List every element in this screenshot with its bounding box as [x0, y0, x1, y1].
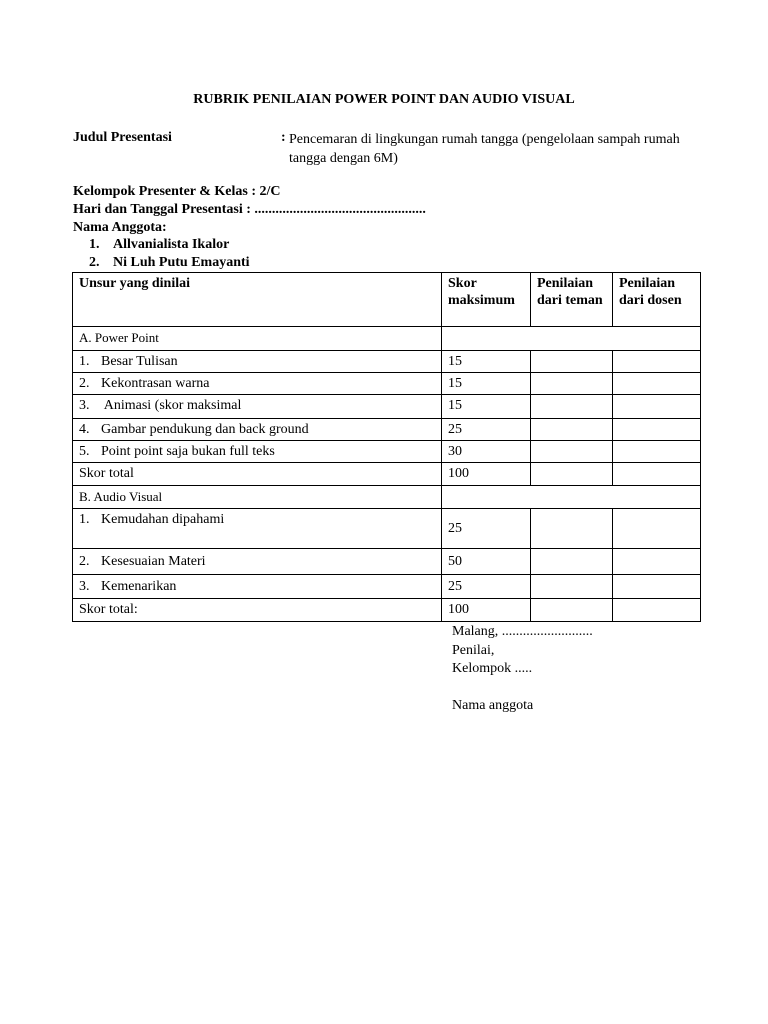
teman-cell [531, 395, 613, 419]
signature-penilai: Penilai, [452, 643, 495, 658]
member-item [89, 255, 250, 271]
document-title: RUBRIK PENILAIAN POWER POINT DAN AUDIO VISUAL [193, 92, 575, 107]
header-penilaian-dosen: Penilaian dari dosen [613, 273, 701, 327]
score-cell: 15 [442, 351, 531, 373]
signature-place: Malang, .......................... [452, 624, 593, 639]
section-a-label: A. Power Point [73, 327, 442, 351]
score-cell: 15 [442, 373, 531, 395]
dosen-cell [613, 463, 701, 486]
score-cell: 25 [442, 575, 531, 599]
criterion-label: Point point saja bukan full teks [101, 444, 275, 459]
criterion-index: 1. [79, 512, 90, 527]
section-row [73, 486, 701, 509]
criterion-index: 4. [79, 422, 90, 437]
criterion-index: 5. [79, 444, 90, 459]
member-name: Allvanialista Ikalor [113, 237, 230, 252]
table-row [73, 395, 701, 419]
criterion-label: Kesesuaian Materi [101, 554, 206, 569]
teman-cell [531, 419, 613, 441]
dosen-cell [613, 509, 701, 549]
judul-label: Judul Presentasi [73, 130, 172, 145]
total-row [73, 599, 701, 622]
signature-nama: Nama anggota [452, 698, 534, 713]
dosen-cell [613, 549, 701, 575]
rubric-table [72, 272, 701, 622]
total-label: Skor total: [73, 599, 442, 622]
criterion-label: Kemenarikan [101, 579, 177, 594]
criterion-label: Besar Tulisan [101, 354, 178, 369]
teman-cell [531, 463, 613, 486]
teman-cell [531, 441, 613, 463]
table-row [73, 373, 701, 395]
table-row [73, 419, 701, 441]
criterion-label: Gambar pendukung dan back ground [101, 422, 309, 437]
teman-cell [531, 373, 613, 395]
judul-separator: : [281, 130, 286, 145]
total-score: 100 [442, 463, 531, 486]
score-cell: 15 [442, 395, 531, 419]
table-row [73, 549, 701, 575]
criterion-cell [73, 373, 442, 395]
teman-cell [531, 509, 613, 549]
criterion-cell [73, 419, 442, 441]
empty-cell [442, 486, 701, 509]
member-name: Ni Luh Putu Emayanti [113, 255, 250, 270]
criterion-label: Kekontrasan warna [101, 376, 210, 391]
criterion-cell [73, 351, 442, 373]
criterion-cell [73, 549, 442, 575]
dosen-cell [613, 373, 701, 395]
score-cell: 50 [442, 549, 531, 575]
teman-cell [531, 351, 613, 373]
criterion-label: Animasi (skor maksimal [101, 398, 242, 413]
score-cell: 30 [442, 441, 531, 463]
criterion-index: 2. [79, 376, 90, 391]
dosen-cell [613, 395, 701, 419]
criterion-index: 3. [79, 398, 90, 413]
criterion-cell [73, 441, 442, 463]
header-skor-maksimum: Skor maksimum [442, 273, 531, 327]
dosen-cell [613, 351, 701, 373]
dosen-cell [613, 599, 701, 622]
table-row [73, 351, 701, 373]
score-cell: 25 [442, 419, 531, 441]
criterion-cell [73, 575, 442, 599]
criterion-index: 2. [79, 554, 90, 569]
section-b-label: B. Audio Visual [73, 486, 442, 509]
dosen-cell [613, 441, 701, 463]
member-number: 1. [89, 237, 100, 252]
criterion-cell [73, 395, 442, 419]
dosen-cell [613, 575, 701, 599]
empty-cell [442, 327, 701, 351]
total-label: Skor total [73, 463, 442, 486]
teman-cell [531, 575, 613, 599]
table-row [73, 441, 701, 463]
header-penilaian-teman: Penilaian dari teman [531, 273, 613, 327]
judul-value: Pencemaran di lingkungan rumah tangga (pengelolaan sampah rumah tangga dengan 6M) [289, 132, 680, 166]
teman-cell [531, 599, 613, 622]
criterion-index: 1. [79, 354, 90, 369]
section-row [73, 327, 701, 351]
total-row [73, 463, 701, 486]
table-row [73, 509, 701, 549]
nama-anggota-label: Nama Anggota: [73, 220, 167, 235]
hari-tanggal: Hari dan Tanggal Presentasi : ................................................. [73, 202, 426, 217]
teman-cell [531, 549, 613, 575]
criterion-cell [73, 509, 442, 549]
table-row [73, 575, 701, 599]
dosen-cell [613, 419, 701, 441]
total-score: 100 [442, 599, 531, 622]
criterion-label: Kemudahan dipahami [101, 512, 225, 527]
criterion-index: 3. [79, 579, 90, 594]
header-unsur: Unsur yang dinilai [73, 273, 442, 327]
kelompok-kelas: Kelompok Presenter & Kelas : 2/C [73, 184, 281, 199]
member-number: 2. [89, 255, 100, 270]
member-item [89, 237, 229, 253]
score-cell: 25 [442, 509, 531, 549]
signature-kelompok: Kelompok ..... [452, 661, 533, 676]
table-header-row [73, 273, 701, 327]
